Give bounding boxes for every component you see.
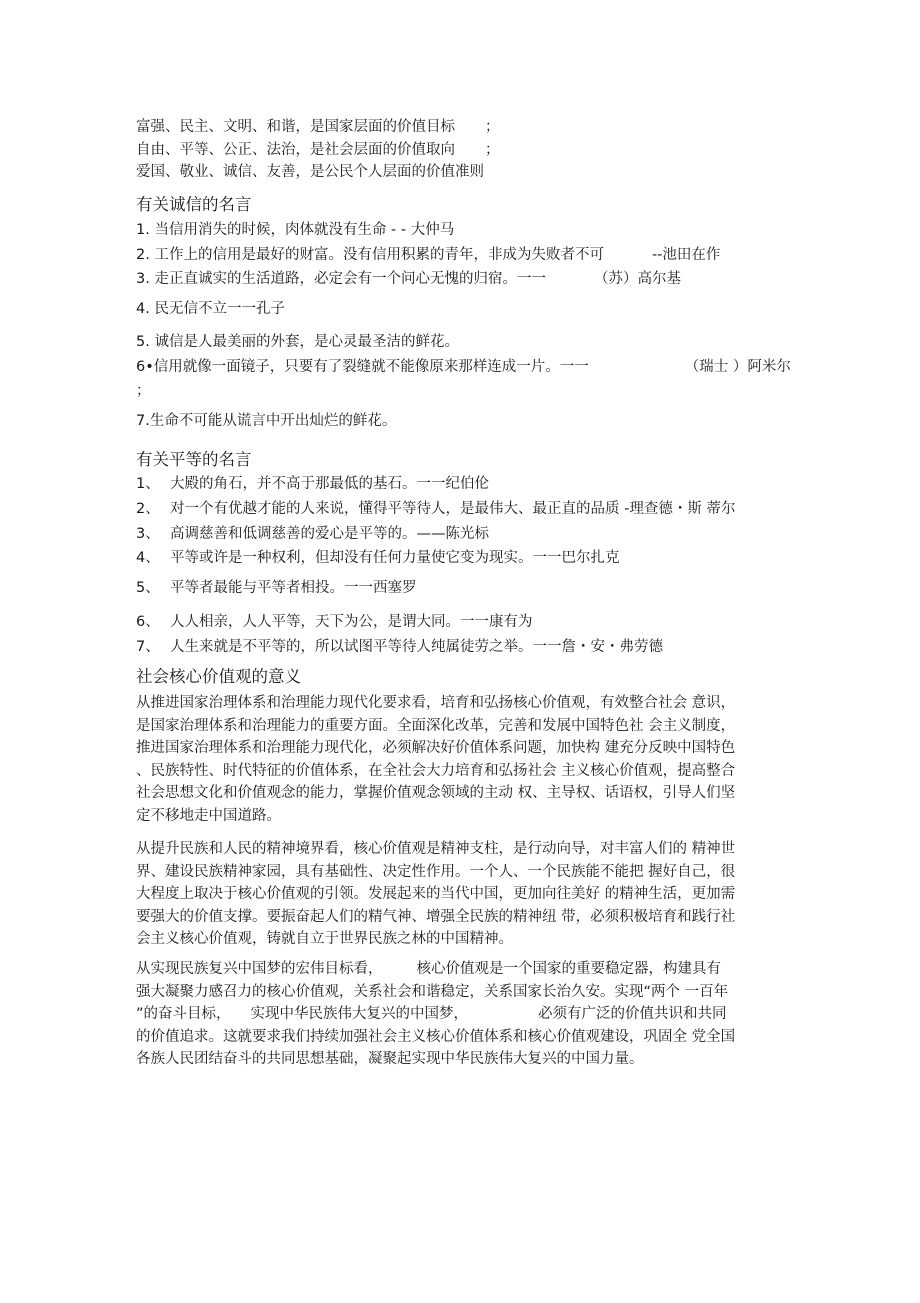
- equality-quote-1: 1、 大殿的角石，并不高于那最低的基石。一一纪伯伦: [136, 476, 489, 492]
- honesty-quote-6: 6•信用就像一面镜子，只要有了裂缝就不能像原来那样连成一片。一一 （瑞士 ）阿米尔: [136, 359, 791, 375]
- honesty-quote-4: 4. 民无信不立一一孔子: [136, 301, 285, 317]
- significance-paragraph-1: 从推进国家治理体系和治理能力现代化要求看，培育和弘扬核心价值观，有效整合社会 意识， 是国家治理体系和治理能力的重要方面。全面深化改革，完善和发展中国特色社 会主义制度， 推进国家治理体系和治理能力现代化，必须解决好价值体系问题，加快构 建充分反映中国特色 、民族特性、时代特征的价值体系，在全社会大力培育和弘扬社会 主义核心价值观，提高整合 社会思想文化和价值观念的能力，掌握价值观念领域的主动 权、主导权、话语权，引导人们坚 定不移地走中国道路。: [136, 695, 736, 824]
- core-values-intro: [136, 116, 776, 184]
- intro-line-personal: 爱国、敬业、诚信、友善，是公民个人层面的价值准则: [136, 164, 484, 180]
- equality-quote-7: 7、 人生来就是不平等的，所以试图平等待人纯属徒劳之举。一一詹・安・弗劳德: [136, 639, 663, 655]
- equality-quote-6: 6、 人人相亲，人人平等，天下为公，是谓大同。一一康有为: [136, 614, 533, 630]
- honesty-heading: 有关诚信的名言: [136, 195, 252, 214]
- honesty-quote-1: 1. 当信用消失的时候，肉体就没有生命 - - 大仲马: [136, 222, 455, 238]
- honesty-quote-5: 5. 诚信是人最美丽的外套，是心灵最圣洁的鲜花。: [136, 334, 459, 350]
- equality-quote-5: 5、 平等者最能与平等者相投。一一西塞罗: [136, 580, 417, 596]
- intro-line-social: 自由、平等、公正、法治，是社会层面的价值取向 ；: [136, 139, 776, 162]
- honesty-quote-2: 2. 工作上的信用是最好的财富。没有信用积累的青年，非成为失败者不可 --池田在作: [136, 247, 721, 263]
- equality-quote-4: 4、 平等或许是一种权利，但却没有任何力量使它变为现实。一一巴尔扎克: [136, 550, 620, 566]
- equality-quote-2: 2、 对一个有优越才能的人来说，懂得平等待人，是最伟大、最正直的品质 -理查德・斯 蒂尔: [136, 501, 736, 517]
- semicolon: ；: [485, 141, 500, 158]
- semicolon: ；: [485, 119, 500, 135]
- honesty-quote-7: 7.生命不可能从谎言中开出灿烂的鲜花。: [136, 413, 397, 429]
- equality-quote-3: 3、 高调慈善和低调慈善的爱心是平等的。——陈光标: [136, 526, 489, 542]
- significance-paragraph-3: 从实现民族复兴中国梦的宏伟目标看， 核心价值观是一个国家的重要稳定器，构建具有 强大凝聚力感召力的核心价值观，关系社会和谐稳定，关系国家长治久安。实现“两个 一百年 ”的奋斗目标， 实现中华民族伟大复兴的中国梦， 必须有广泛的价值共识和共同 的价值追求。这就要求我们持续加强社会主义核心价值体系和核心价值观建设，巩固全 党全国 各族人民团结奋斗的共同思想基础，凝聚起实现中华民族伟大复兴的中国力量。: [136, 961, 736, 1067]
- honesty-quote-6-tail: ；: [136, 383, 151, 399]
- significance-paragraph-2: 从提升民族和人民的精神境界看，核心价值观是精神支柱，是行动向导，对丰富人们的 精神世 界、建设民族精神家园，具有基础性、决定性作用。一个人、一个民族能不能把 握好自己，很 大程度上取决于核心价值观的引领。发展起来的当代中国，更加向往美好 的精神生活，更加需 要强大的价值支撑。要振奋起人们的精气神、增强全民族的精神纽 带，必须积极培育和践行社 会主义核心价值观，铸就自立于世界民族之林的中国精神。: [136, 841, 736, 947]
- honesty-quote-3: 3. 走正直诚实的生活道路，必定会有一个问心无愧的归宿。一一 （苏）高尔基: [136, 271, 681, 287]
- significance-heading: 社会核心价值观的意义: [136, 667, 301, 686]
- intro-line-national: 富强、民主、文明、和谐，是国家层面的价值目标 ；: [136, 116, 776, 139]
- equality-heading: 有关平等的名言: [136, 450, 252, 469]
